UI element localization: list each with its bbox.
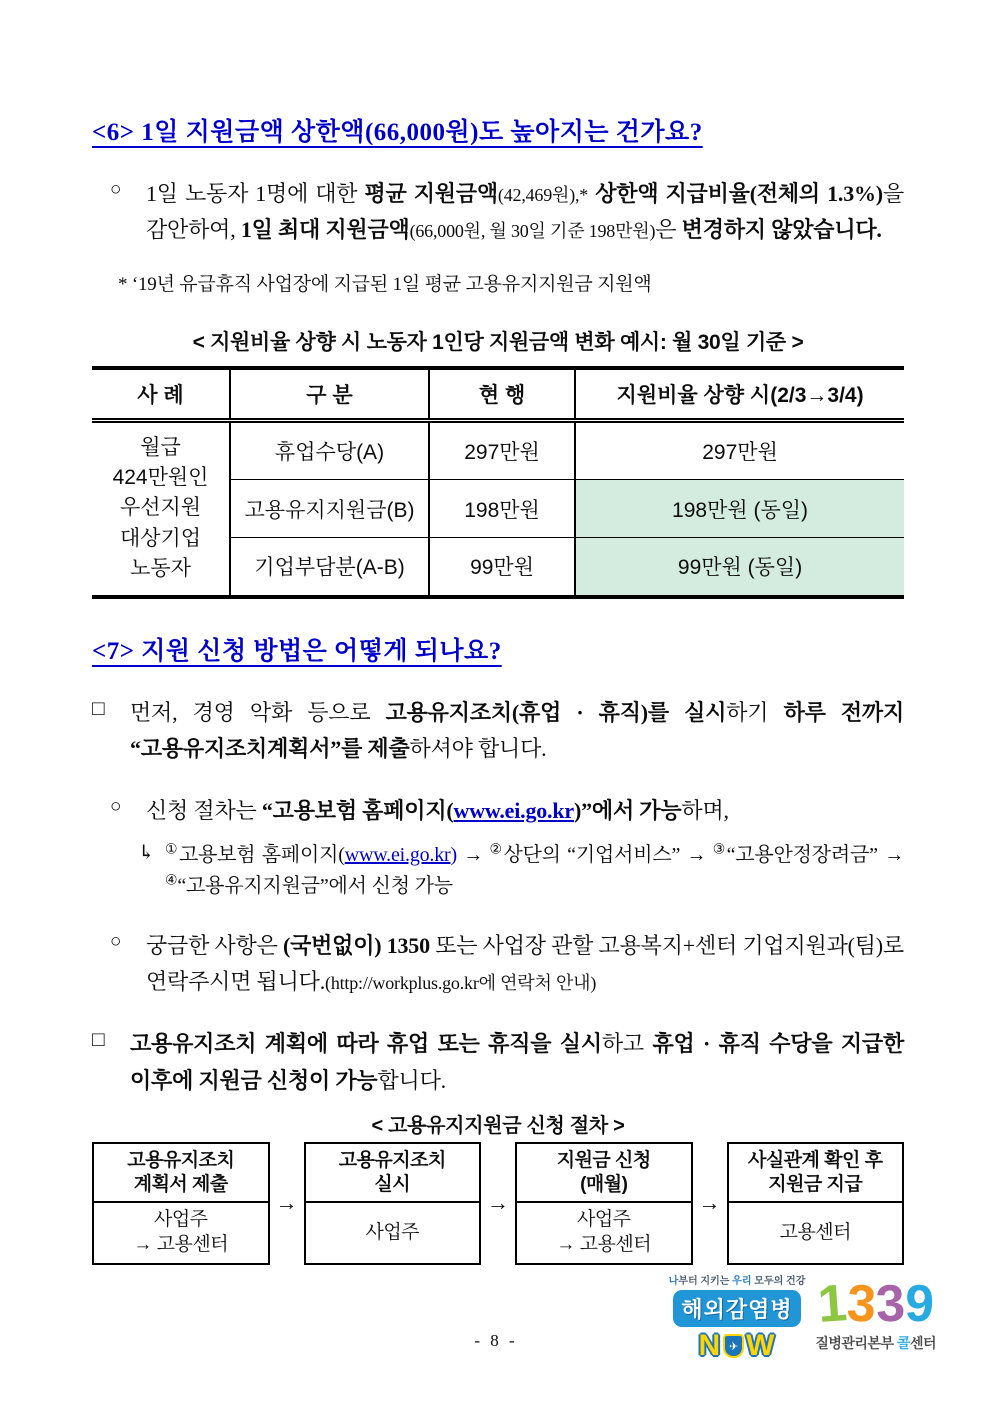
flow-step-title [94, 1144, 268, 1204]
circled-number: ② [489, 842, 504, 858]
logo-tagline [669, 1272, 806, 1287]
circle-bullet-icon: ○ [110, 930, 122, 952]
section7-paragraph-1 [92, 695, 904, 768]
cell-current: 99만원 [429, 538, 575, 597]
text-segment: 고용보험 홈페이지( [178, 843, 345, 866]
section7-bullet-2 [110, 928, 904, 1001]
right-arrow-icon: → [487, 1190, 509, 1216]
flow-step-title [729, 1144, 903, 1204]
flow-body-line: 사업주 [576, 1209, 631, 1231]
tagline-highlight: 나 [668, 1276, 679, 1287]
caption-text: 질병관리본부 [815, 1335, 897, 1352]
header-after-raise: 지원비율 상향 시(2/3→3/4) [575, 368, 904, 421]
case-line: 노동자 [130, 557, 191, 581]
flow-step-body [729, 1203, 903, 1262]
table-title: < 지원비율 상향 시 노동자 1인당 지원금액 변화 예시: 월 30일 기준 > [192, 330, 804, 354]
circle-bullet-icon: ○ [110, 179, 122, 200]
square-bullet-icon: □ [92, 695, 105, 720]
flow-body-line: → 고용센터 [133, 1234, 229, 1256]
text-segment-small: (66,000원, 월 30일 기준 198만원) [409, 221, 656, 242]
flow-title-line: 지원금 신청 [556, 1149, 651, 1171]
flow-step-3 [515, 1142, 693, 1265]
case-line: 우선지원 [119, 496, 202, 520]
now-letter: W [746, 1329, 776, 1362]
flow-step-1 [92, 1142, 270, 1265]
flow-title-line: 계획서 제출 [133, 1173, 228, 1195]
flow-step-title [517, 1144, 691, 1204]
text-segment-bold: 고용유지조치(휴업 · 휴직)를 실시 [385, 699, 727, 725]
logo-left-block [669, 1272, 806, 1363]
text-segment-bold: “고용보험 홈페이지( [261, 798, 454, 824]
section6-paragraph-text [146, 176, 904, 249]
caption-highlight: 콜 [896, 1335, 910, 1352]
text-segment: 1일 노동자 1명에 대한 [146, 181, 365, 206]
page-number: - 8 - [474, 1331, 518, 1350]
circled-number: ① [165, 842, 179, 858]
hotline-number-1339 [815, 1274, 935, 1334]
section7-paragraph2-text [130, 1026, 904, 1099]
cell-after: 297만원 [575, 420, 904, 480]
flow-step-body [306, 1203, 480, 1262]
flow-body-line: 사업주 [153, 1209, 208, 1231]
section7-paragraph-2 [92, 1026, 904, 1099]
section7-paragraph1-text [130, 695, 904, 768]
text-segment: “고용유지지원금”에서 신청 가능 [177, 874, 453, 897]
support-comparison-table [92, 366, 904, 599]
cell-category: 기업부담분(A-B) [230, 538, 429, 597]
flow-body-line: 고용센터 [779, 1221, 851, 1243]
case-line: 424만원인 [112, 466, 209, 490]
text-segment: 궁금한 사항은 [146, 932, 283, 958]
ei-homepage-link-2[interactable]: www.ei.go.kr) [344, 843, 457, 866]
cell-current: 297만원 [429, 420, 575, 480]
tagline-text: 모두의 건강 [751, 1276, 806, 1287]
text-segment: 먼저, 경영 악화 등으로 [130, 699, 386, 725]
text-segment: 을 감안하여, [146, 181, 904, 243]
text-segment-bold: 변경하지 않았습니다. [681, 217, 882, 243]
header-case: 사 례 [92, 368, 230, 421]
header-current: 현 행 [429, 368, 575, 421]
hotline-digit: 3 [845, 1274, 878, 1334]
text-segment: 은 [655, 217, 682, 243]
airplane-icon: ✈ [729, 1340, 739, 1353]
flow-step-4 [727, 1142, 905, 1265]
section7-subbullet-text [165, 840, 904, 902]
now-letter: N [698, 1329, 722, 1362]
square-bullet-icon: □ [92, 1027, 105, 1052]
application-procedure-flow [92, 1142, 904, 1265]
flow-step-body [517, 1203, 691, 1262]
cell-current: 198만원 [429, 480, 575, 538]
airplane-shield-icon [723, 1334, 744, 1358]
text-segment-bold: 평균 지원금액 [364, 181, 498, 206]
overseas-infection-now-badge: 해외감염병 [673, 1290, 800, 1327]
text-segment-bold: )”에서 가능 [573, 798, 682, 824]
text-segment-bold: (전체의 1.3%) [749, 181, 883, 206]
table-header-row [92, 368, 904, 421]
cell-after-highlighted: 99만원 (동일) [575, 538, 904, 597]
text-segment-bold: 상한액 지급비율 [588, 181, 750, 206]
logo-right-block [815, 1272, 936, 1353]
text-segment: 하고 [601, 1031, 653, 1057]
section7-heading: <7> 지원 신청 방법은 어떻게 되나요? [92, 637, 502, 665]
circled-number: ④ [165, 873, 178, 889]
text-segment-bold: (국번없이) 1350 [282, 932, 430, 958]
case-line: 대상기업 [119, 526, 202, 550]
ei-homepage-link[interactable]: www.ei.go.kr [453, 798, 574, 824]
flow-step-2 [304, 1142, 482, 1265]
flow-step-title [306, 1144, 480, 1204]
now-wordmark [699, 1329, 776, 1363]
section6-paragraph [110, 176, 904, 249]
flow-step-body [94, 1203, 268, 1262]
footnote: * ‘19년 유급휴직 사업장에 지급된 1일 평균 고용유지지원금 지원액 [118, 273, 652, 295]
kcdc-1339-logo [669, 1272, 936, 1363]
text-segment: 하며, [681, 798, 729, 824]
logo-caption [815, 1333, 936, 1353]
flow-title-line: (매월) [580, 1173, 628, 1195]
flow-body-line: 사업주 [365, 1221, 420, 1243]
text-segment-small: (42,469원),* [497, 185, 589, 205]
text-segment: “고용안정장려금” → [726, 843, 904, 866]
flow-title-line: 실시 [374, 1173, 411, 1195]
circled-number: ③ [712, 842, 727, 858]
flow-title-line: 고용유지조치 [338, 1149, 446, 1171]
return-arrow-icon: ↳ [138, 841, 155, 864]
case-line: 월급 [140, 435, 181, 459]
tagline-text: 부터 지키는 [678, 1276, 733, 1287]
hotline-digit: 9 [903, 1274, 935, 1334]
table-row [92, 420, 904, 480]
flow-title-line: 고용유지조치 [127, 1149, 235, 1171]
text-segment: 하셔야 합니다. [409, 736, 547, 762]
section7-bullet1-text [146, 793, 904, 829]
section7-bullet-1 [110, 793, 904, 829]
text-segment-bold: 하루 전까지 “고용유지조치계획서”를 제출 [130, 699, 905, 762]
hotline-digit: 1 [815, 1274, 849, 1334]
text-segment: 또는 사업장 관할 고용복지+센터 기업지원과(팀)로 연락주시면 됩니다. [146, 932, 904, 994]
right-arrow-icon: → [275, 1190, 298, 1216]
text-segment-small: (http://workplus.go.kr에 연락처 안내) [325, 972, 597, 993]
cell-category: 고용유지지원금(B) [230, 480, 429, 538]
text-segment: 합니다. [377, 1067, 446, 1093]
tagline-highlight: 우리 [732, 1276, 752, 1287]
text-segment-bold: 휴업 · 휴직 수당을 지급한 이후에 지원금 신청이 가능 [130, 1031, 904, 1093]
header-category: 구 분 [230, 368, 429, 421]
flow-diagram-title: < 고용유지지원금 신청 절차 > [371, 1114, 625, 1137]
text-segment-bold: 1일 최대 지원금액 [240, 217, 410, 243]
section7-subbullet [138, 840, 904, 902]
text-segment: 신청 절차는 [146, 798, 262, 824]
hotline-digit: 3 [874, 1274, 907, 1334]
text-segment-bold: 고용유지조치 계획에 따라 휴업 또는 휴직을 실시 [130, 1031, 602, 1057]
case-cell [92, 420, 230, 597]
flow-body-line: → 고용센터 [556, 1234, 652, 1256]
section6-heading: <6> 1일 지원금액 상한액(66,000원)도 높아지는 건가요? [92, 119, 703, 146]
flow-title-line: 지원금 지급 [768, 1173, 863, 1195]
text-segment: → [456, 843, 490, 866]
section7-bullet2-text [146, 928, 904, 1001]
caption-text: 센터 [909, 1335, 936, 1352]
text-segment: 상단의 “기업서비스” → [503, 843, 713, 866]
right-arrow-icon: → [698, 1190, 721, 1216]
cell-after-highlighted: 198만원 (동일) [575, 480, 904, 538]
cell-category: 휴업수당(A) [230, 420, 429, 480]
circle-bullet-icon: ○ [110, 796, 122, 818]
text-segment: 하기 [726, 699, 784, 725]
flow-title-line: 사실관계 확인 후 [747, 1149, 883, 1171]
